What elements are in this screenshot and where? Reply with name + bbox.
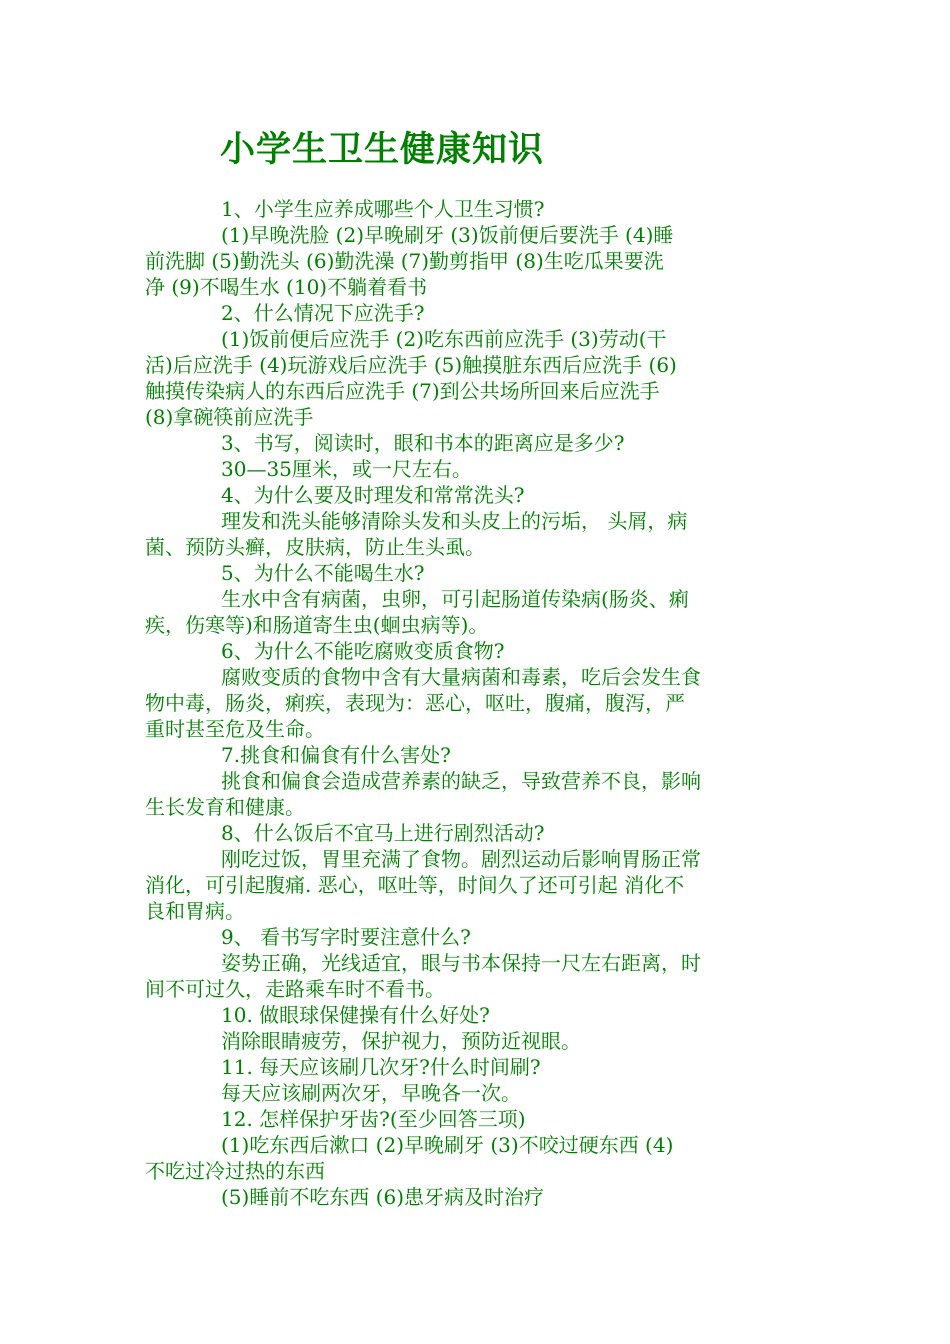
answer-line: 触摸传染病人的东西后应洗手 (7)到公共场所回来后应洗手 xyxy=(145,379,660,403)
answer-line: (1)吃东西后漱口 (2)早晚刷牙 (3)不咬过硬东西 (4) xyxy=(221,1133,674,1157)
question-line: 6、为什么不能吃腐败变质食物? xyxy=(221,639,505,663)
answer-line: 间不可过久，走路乘车时不看书。 xyxy=(145,977,445,1001)
question-line: 9、 看书写字时要注意什么? xyxy=(221,925,471,949)
answer-line: 物中毒，肠炎，痢疾，表现为：恶心，呕吐，腹痛，腹泻，严 xyxy=(145,691,685,715)
answer-line: 挑食和偏食会造成营养素的缺乏，导致营养不良，影响 xyxy=(221,769,701,793)
answer-line: 前洗脚 (5)勤洗头 (6)勤洗澡 (7)勤剪指甲 (8)生吃瓜果要洗 xyxy=(145,249,664,273)
question-line: 3、书写，阅读时，眼和书本的距离应是多少? xyxy=(221,431,625,455)
answer-line: 疾，伤寒等)和肠道寄生虫(蛔虫病等)。 xyxy=(145,613,489,637)
answer-line: (1)早晚洗脸 (2)早晚刷牙 (3)饭前便后要洗手 (4)睡 xyxy=(221,223,674,247)
page-title: 小学生卫生健康知识 xyxy=(220,130,545,170)
answer-line: 腐败变质的食物中含有大量病菌和毒素，吃后会发生食 xyxy=(221,665,701,689)
question-line: 11. 每天应该刷几次牙?什么时间刷? xyxy=(221,1055,541,1079)
answer-line: 刚吃过饭，胃里充满了食物。剧烈运动后影响胃肠正常 xyxy=(221,847,701,871)
document-body xyxy=(145,196,800,1210)
answer-line: 良和胃病。 xyxy=(145,899,245,923)
answer-line: 每天应该刷两次牙，早晚各一次。 xyxy=(221,1081,521,1105)
answer-line: (1)饭前便后应洗手 (2)吃东西前应洗手 (3)劳动(干 xyxy=(221,327,667,351)
answer-line: 不吃过冷过热的东西 xyxy=(145,1159,325,1183)
answer-line: 活)后应洗手 (4)玩游戏后应洗手 (5)触摸脏东西后应洗手 (6) xyxy=(145,353,677,377)
answer-line: 30—35厘米，或一尺左右。 xyxy=(221,457,472,481)
answer-line: 姿势正确，光线适宜，眼与书本保持一尺左右距离，时 xyxy=(221,951,701,975)
question-line: 12. 怎样保护牙齿?(至少回答三项) xyxy=(221,1107,526,1131)
question-line: 7.挑食和偏食有什么害处? xyxy=(221,743,451,767)
answer-line: (8)拿碗筷前应洗手 xyxy=(145,405,314,429)
question-line: 4、为什么要及时理发和常常洗头? xyxy=(221,483,525,507)
answer-line: (5)睡前不吃东西 (6)患牙病及时治疗 xyxy=(221,1185,545,1209)
question-line: 1、小学生应养成哪些个人卫生习惯? xyxy=(221,197,545,221)
answer-line: 理发和洗头能够清除头发和头皮上的污垢， 头屑，病 xyxy=(221,509,688,533)
question-line: 10. 做眼球保健操有什么好处? xyxy=(221,1003,490,1027)
answer-line: 生水中含有病菌，虫卵，可引起肠道传染病(肠炎、痢 xyxy=(221,587,689,611)
question-line: 2、什么情况下应洗手? xyxy=(221,301,425,325)
answer-line: 净 (9)不喝生水 (10)不躺着看书 xyxy=(145,275,428,299)
answer-line: 消化，可引起腹痛. 恶心，呕吐等，时间久了还可引起 消化不 xyxy=(145,873,685,897)
answer-line: 消除眼睛疲劳，保护视力，预防近视眼。 xyxy=(221,1029,581,1053)
question-line: 8、什么饭后不宜马上进行剧烈活动? xyxy=(221,821,545,845)
answer-line: 重时甚至危及生命。 xyxy=(145,717,325,741)
answer-line: 生长发育和健康。 xyxy=(145,795,305,819)
question-line: 5、为什么不能喝生水? xyxy=(221,561,425,585)
answer-line: 菌、预防头癣，皮肤病，防止生头虱。 xyxy=(145,535,485,559)
